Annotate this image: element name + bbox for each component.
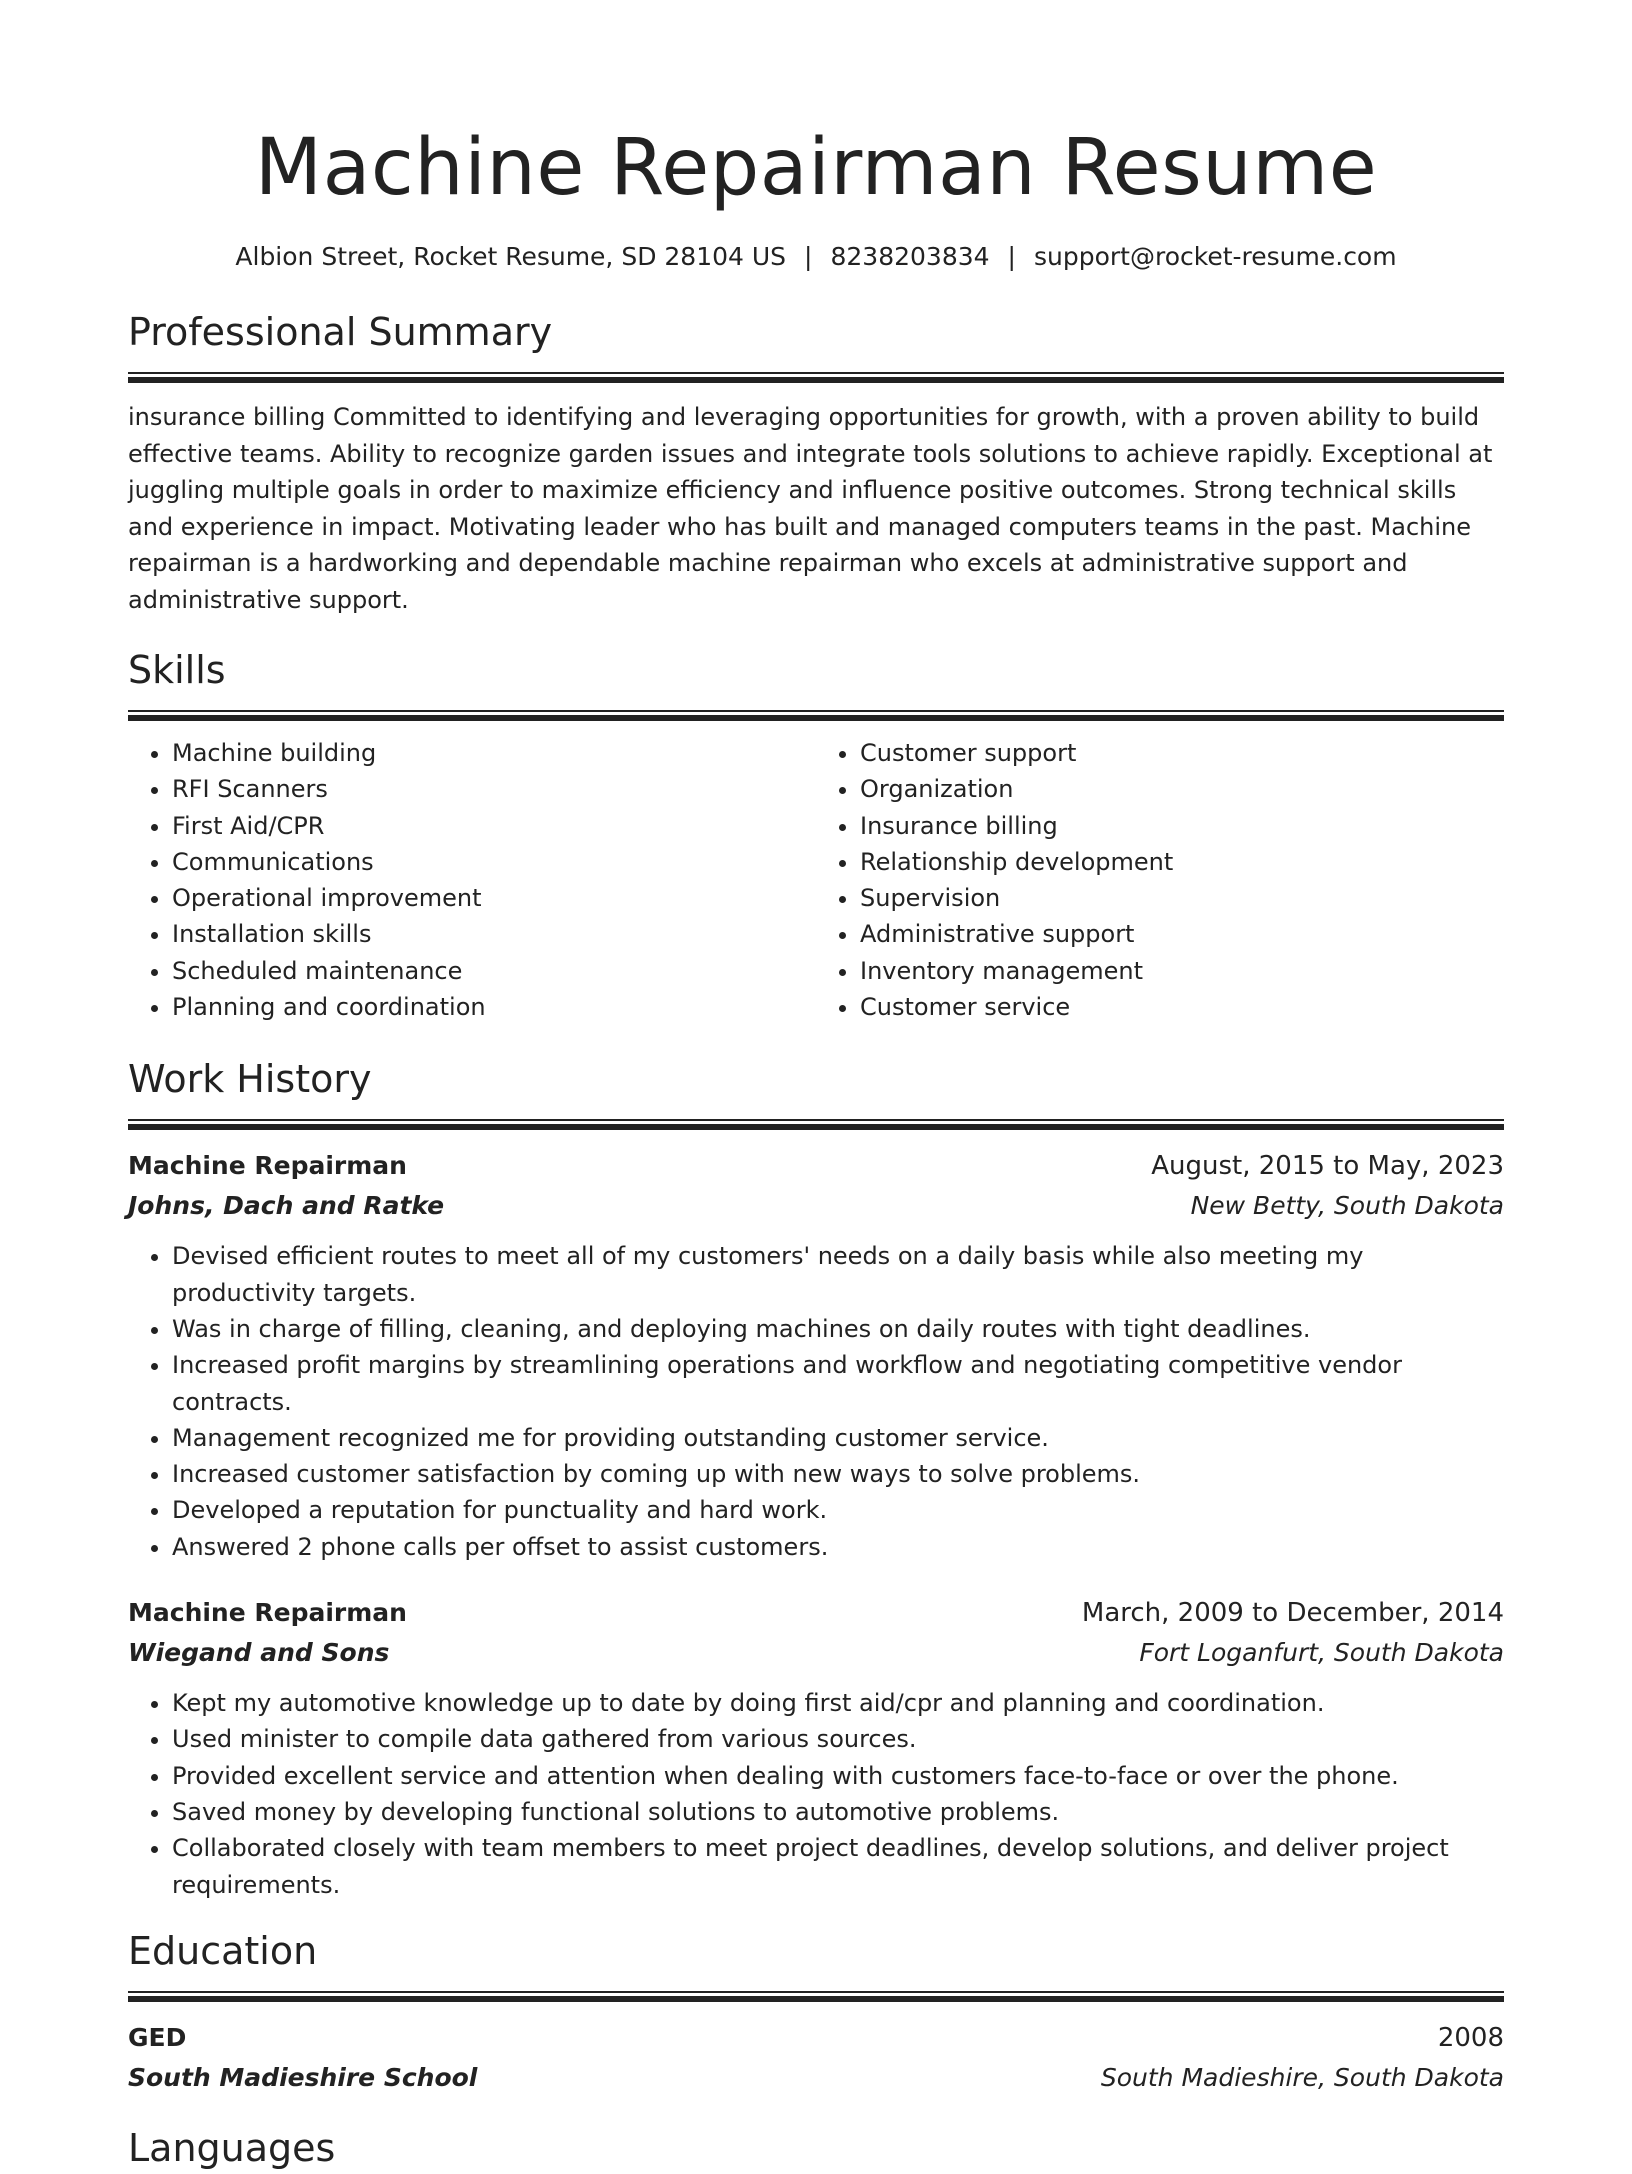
skill-item: • First Aid/CPR <box>172 808 816 844</box>
work-history-heading: Work History <box>128 1057 372 1102</box>
skills-column-left <box>128 735 816 1025</box>
contact-separator: | <box>804 242 813 271</box>
job-dates: March, 2009 to December, 2014 <box>1081 1598 1504 1629</box>
job-dates: August, 2015 to May, 2023 <box>1151 1151 1504 1182</box>
job-header-row <box>128 1146 1504 1186</box>
skill-item: • Inventory management <box>860 953 1504 989</box>
job-bullet: • Increased customer satisfaction by coming up with new ways to solve problems. <box>172 1456 1504 1492</box>
education-entry <box>128 2018 1504 2098</box>
job-location: New Betty, South Dakota <box>1190 1191 1504 1221</box>
job-company-row <box>128 1186 1504 1226</box>
job-bullet-list <box>128 1685 1504 1903</box>
job-company: Johns, Dach and Ratke <box>128 1191 445 1221</box>
contact-email: support@rocket-resume.com <box>1033 242 1397 271</box>
education-section <box>128 1925 1504 2098</box>
section-divider <box>128 1991 1504 2002</box>
education-heading: Education <box>128 1928 318 1973</box>
job-company-row <box>128 1633 1504 1673</box>
skill-item: • Operational improvement <box>172 880 816 916</box>
skills-grid <box>128 735 1504 1025</box>
job-title: Machine Repairman <box>128 1598 407 1628</box>
contact-separator: | <box>1007 242 1016 271</box>
job-bullet: • Answered 2 phone calls per offset to assist customers. <box>172 1529 1504 1565</box>
languages-section <box>128 2122 1504 2174</box>
summary-heading: Professional Summary <box>128 310 553 354</box>
contact-address: Albion Street, Rocket Resume, SD 28104 US <box>235 242 787 271</box>
skill-item: • Machine building <box>172 735 816 771</box>
section-divider <box>128 372 1504 383</box>
job-bullet: • Increased profit margins by streamlining operations and workflow and negotiating competitive vendor contracts. <box>172 1347 1504 1420</box>
languages-heading: Languages <box>128 2125 336 2170</box>
skills-column-right <box>816 735 1504 1025</box>
job-bullet: • Devised efficient routes to meet all of my customers' needs on a daily basis while also meeting my productivity targets. <box>172 1238 1504 1311</box>
skills-list-left <box>128 735 816 1025</box>
skill-item: • Administrative support <box>860 916 1504 952</box>
skill-item: • Customer service <box>860 989 1504 1025</box>
contact-line <box>128 240 1504 274</box>
job-entry <box>128 1146 1504 1565</box>
section-divider <box>128 1119 1504 1130</box>
education-year: 2008 <box>1437 2022 1504 2053</box>
education-header-row <box>128 2018 1504 2058</box>
skill-item: • RFI Scanners <box>172 771 816 807</box>
job-bullet-list <box>128 1238 1504 1565</box>
skills-section <box>128 644 1504 1025</box>
summary-section <box>128 306 1504 618</box>
skill-item: • Scheduled maintenance <box>172 953 816 989</box>
job-bullet: • Developed a reputation for punctuality and hard work. <box>172 1492 1504 1528</box>
job-bullet: • Was in charge of filling, cleaning, and deploying machines on daily routes with tight deadlines. <box>172 1311 1504 1347</box>
skill-item: • Insurance billing <box>860 808 1504 844</box>
skill-item: • Customer support <box>860 735 1504 771</box>
contact-phone: 8238203834 <box>830 242 990 271</box>
education-school: South Madieshire School <box>128 2062 478 2092</box>
job-entry <box>128 1593 1504 1903</box>
job-title: Machine Repairman <box>128 1151 407 1181</box>
job-bullet: • Used minister to compile data gathered from various sources. <box>172 1721 1504 1757</box>
resume-title: Machine Repairman Resume <box>254 123 1378 213</box>
skill-item: • Organization <box>860 771 1504 807</box>
skill-item: • Communications <box>172 844 816 880</box>
job-bullet: • Provided excellent service and attention when dealing with customers face-to-face or over the phone. <box>172 1758 1504 1794</box>
section-divider <box>128 710 1504 721</box>
skill-item: • Planning and coordination <box>172 989 816 1025</box>
skill-item: • Installation skills <box>172 916 816 952</box>
skills-list-right <box>816 735 1504 1025</box>
job-bullet: • Management recognized me for providing outstanding customer service. <box>172 1420 1504 1456</box>
summary-text: insurance billing Committed to identifying and leveraging opportunities for growth, with a proven ability to build effective teams. Ability to recognize garden issues and integrate tools solutions to achieve rapidly. Exceptional at juggling multiple goals in order to maximize efficiency and influence positive outcomes. Strong technical skills and experience in impact. Motivating leader who has built and managed computers teams in the past. Machine repairman is a hardworking and dependable machine repairman who excels at administrative support and administrative support. <box>128 403 1493 614</box>
education-school-row <box>128 2058 1504 2098</box>
education-location: South Madieshire, South Dakota <box>1100 2062 1504 2092</box>
education-degree: GED <box>128 2022 187 2052</box>
skill-item: • Relationship development <box>860 844 1504 880</box>
work-history-section <box>128 1053 1504 1902</box>
skills-heading: Skills <box>128 648 226 692</box>
job-location: Fort Loganfurt, South Dakota <box>1139 1638 1504 1668</box>
job-bullet: • Kept my automotive knowledge up to date by doing first aid/cpr and planning and coordination. <box>172 1685 1504 1721</box>
job-bullet: • Collaborated closely with team members to meet project deadlines, develop solutions, and deliver project requirements. <box>172 1830 1504 1903</box>
job-header-row <box>128 1593 1504 1633</box>
job-company: Wiegand and Sons <box>128 1638 390 1668</box>
skill-item: • Supervision <box>860 880 1504 916</box>
job-bullet: • Saved money by developing functional solutions to automotive problems. <box>172 1794 1504 1830</box>
